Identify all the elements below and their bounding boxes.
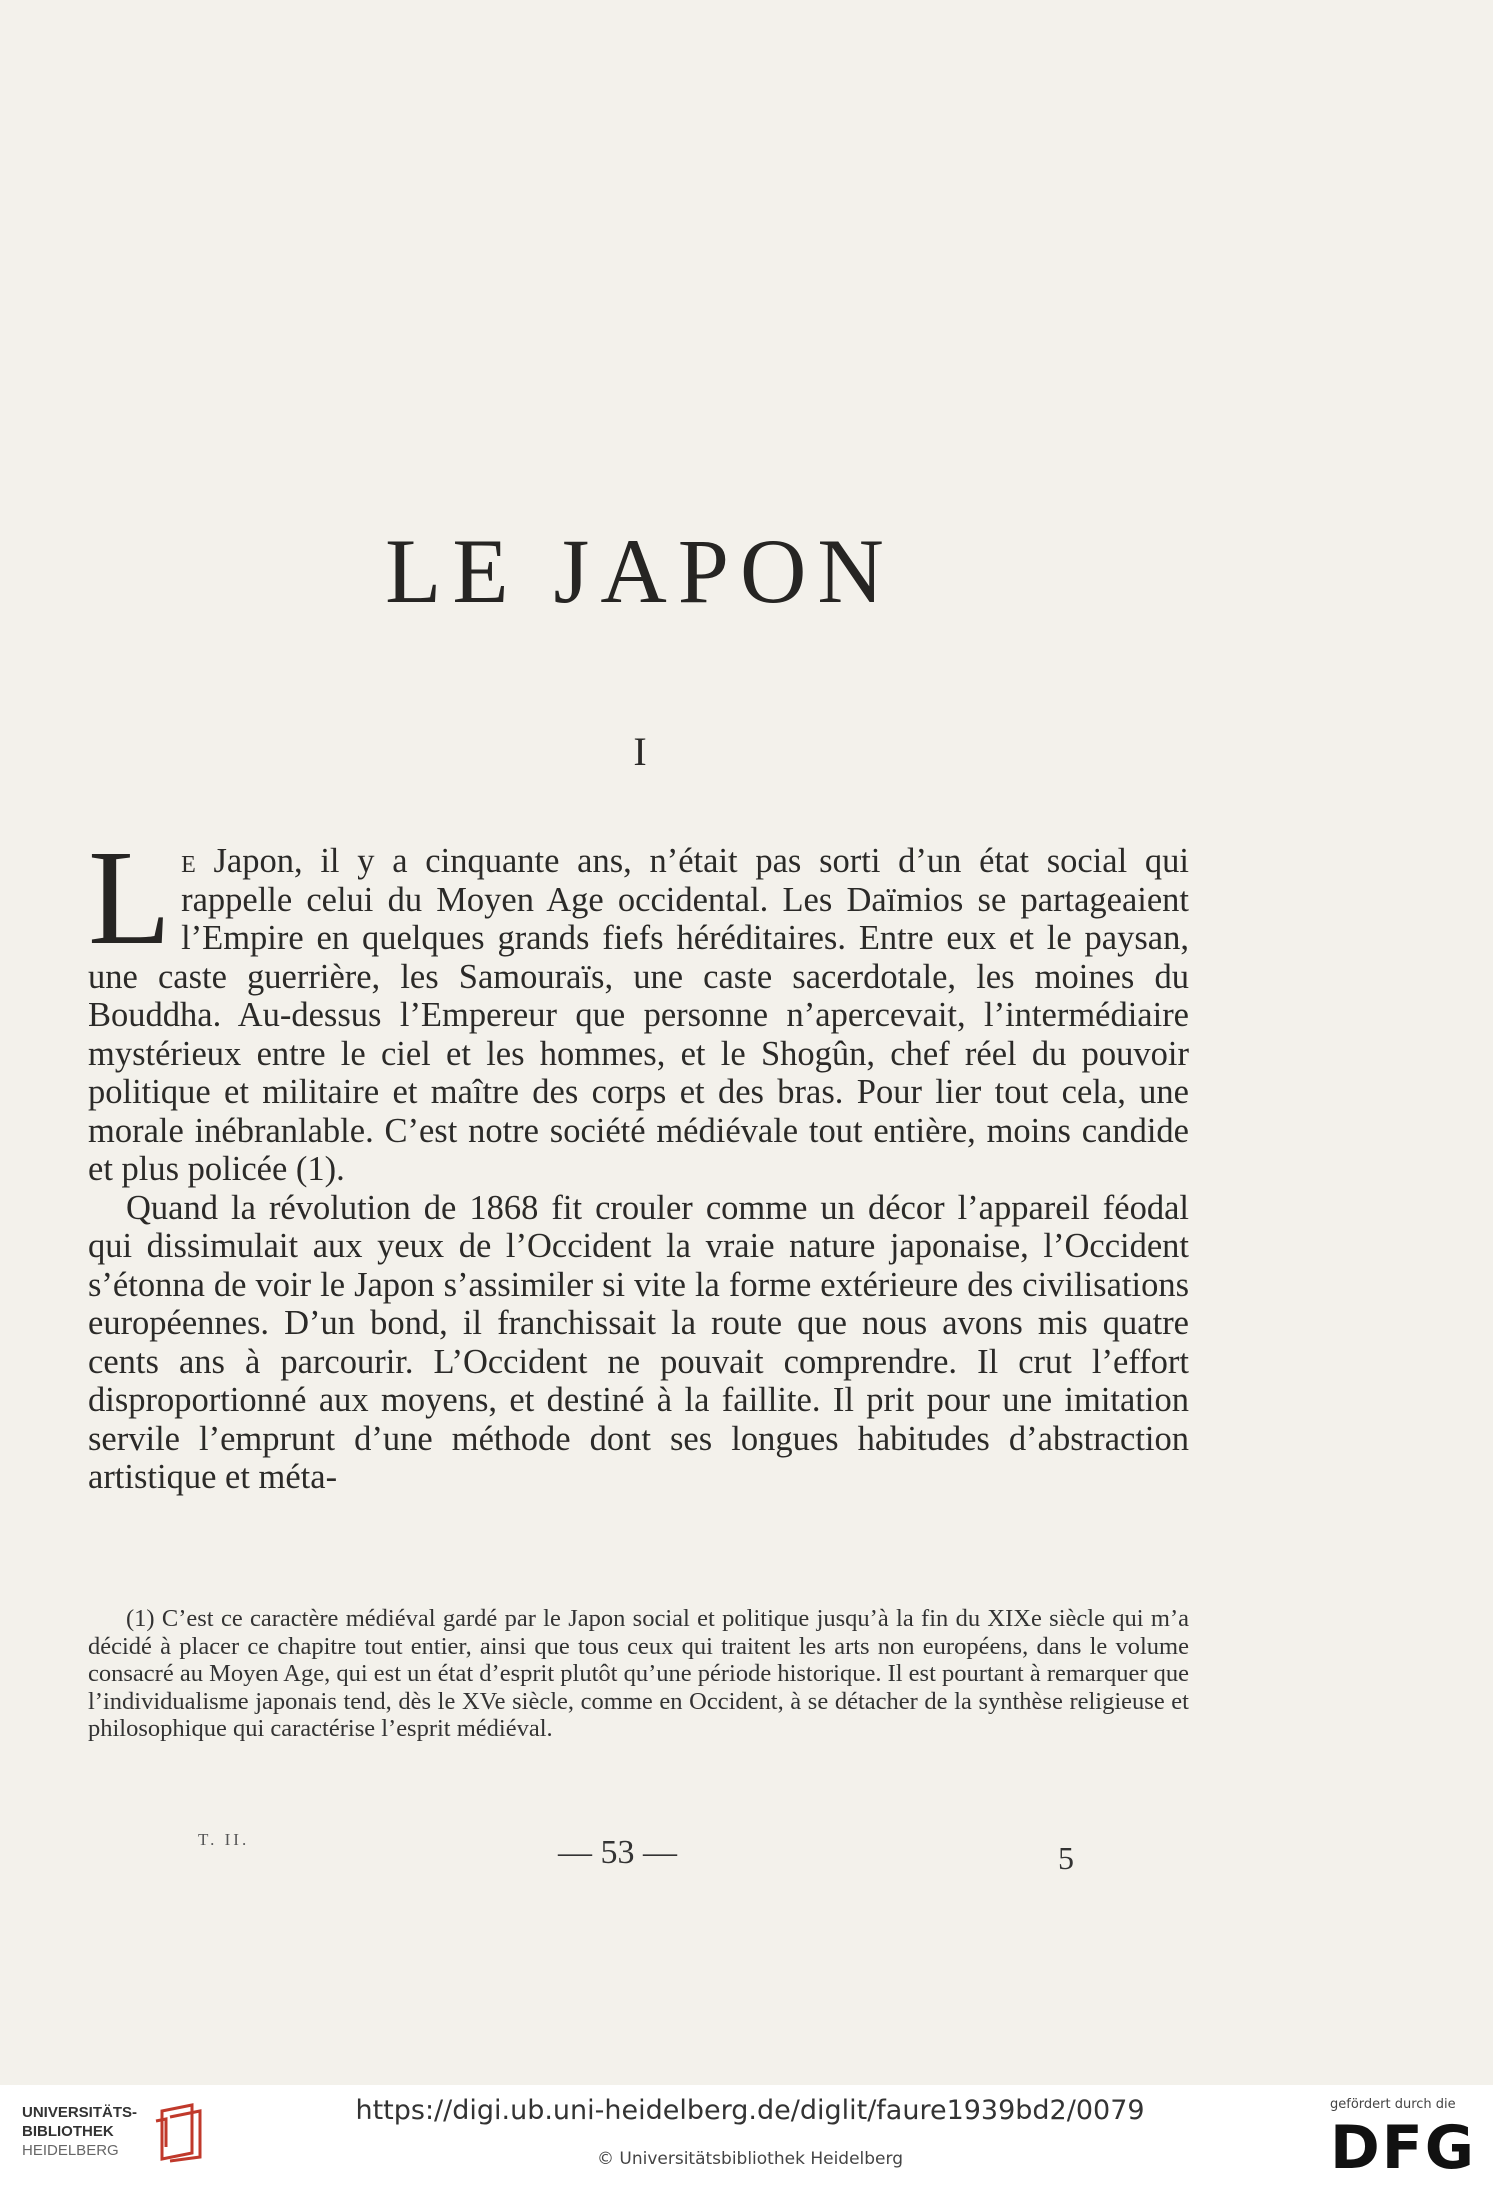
- library-name-line1: UNIVERSITÄTS-: [22, 2104, 138, 2121]
- footnote: [88, 1605, 1189, 1743]
- library-logo-text[interactable]: [22, 2103, 137, 2160]
- paragraph-2: Quand la révolution de 1868 fit crouler comme un décor l’appareil féodal qui dissimulait aux yeux de l’Occident la vraie nature japonaise, l’Occident s’étonna de voir le Japon s’assimiler si vite la forme extérieure des civilisations européennes. D’un bond, il franchissait la route que nous avons mis quatre cents ans à parcourir. L’Occident ne pouvait comprendre. Il crut l’effort disproportionné aux moyens, et destiné à la faillite. Il prit pour une imitation servile l’emprunt d’une méthode dont ses longues habitudes d’abstraction artistique et méta-: [88, 1188, 1189, 1496]
- section-number: I: [633, 729, 647, 774]
- funded-by-text: gefördert durch die: [1330, 2097, 1456, 2112]
- signature-mark: 5: [1058, 1840, 1074, 1876]
- body-text: [88, 823, 1189, 1497]
- library-name-line2: BIBLIOTHEK: [22, 2123, 114, 2140]
- small-cap-letter: e: [181, 842, 196, 880]
- copyright-notice: © Universitätsbibliothek Heidelberg: [596, 2149, 903, 2169]
- document-url[interactable]: https://digi.ub.uni-heidelberg.de/diglit/faure1939bd2/0079: [355, 2095, 1145, 2126]
- footer-bar: [0, 2085, 1493, 2192]
- chapter-title: LE JAPON: [385, 520, 895, 622]
- footnote-text: (1) C’est ce caractère médiéval gardé par le Japon social et politique jusqu’à la fin du XIXe siècle qui m’a décidé à placer ce chapitre tout entier, ainsi que tous ceux qui traitent les arts non européens, dans le volume consacré au Moyen Age, qui est un état d’esprit plutôt qu’une période historique. Il est pourtant à remarquer que l’individualisme japonais tend, dès le XVe siècle, comme en Occident, à se détacher de la synthèse religieuse et philosophique qui caractérise l’esprit médiéval.: [88, 1605, 1189, 1742]
- tome-marker: T. II.: [198, 1830, 250, 1849]
- university-logo-icon: [152, 2103, 212, 2163]
- paragraph-1: [88, 823, 1189, 1189]
- dfg-logo[interactable]: DFG: [1330, 2113, 1477, 2183]
- drop-cap: L: [88, 823, 172, 973]
- library-name-line3: HEIDELBERG: [22, 2142, 119, 2159]
- paragraph-1-text: Japon, il y a cinquante ans, n’était pas sorti d’un état social qui rappelle celui du Moyen Age occidental. Les Daïmios se partageaient l’Empire en quelques grands fiefs héréditaires. Entre eux et le paysan, une caste guerrière, les Samouraïs, une caste sacerdotale, les moines du Bouddha. Au-dessus l’Empereur que personne n’apercevait, l’intermédiaire mystérieux entre le ciel et les hommes, et le Shogûn, chef réel du pouvoir politique et militaire et maître des corps et des bras. Pour lier tout cela, une morale inébranlable. C’est notre société médiévale tout entière, moins candide et plus policée (1).: [88, 842, 1189, 1188]
- page-number: — 53 —: [558, 1834, 677, 1871]
